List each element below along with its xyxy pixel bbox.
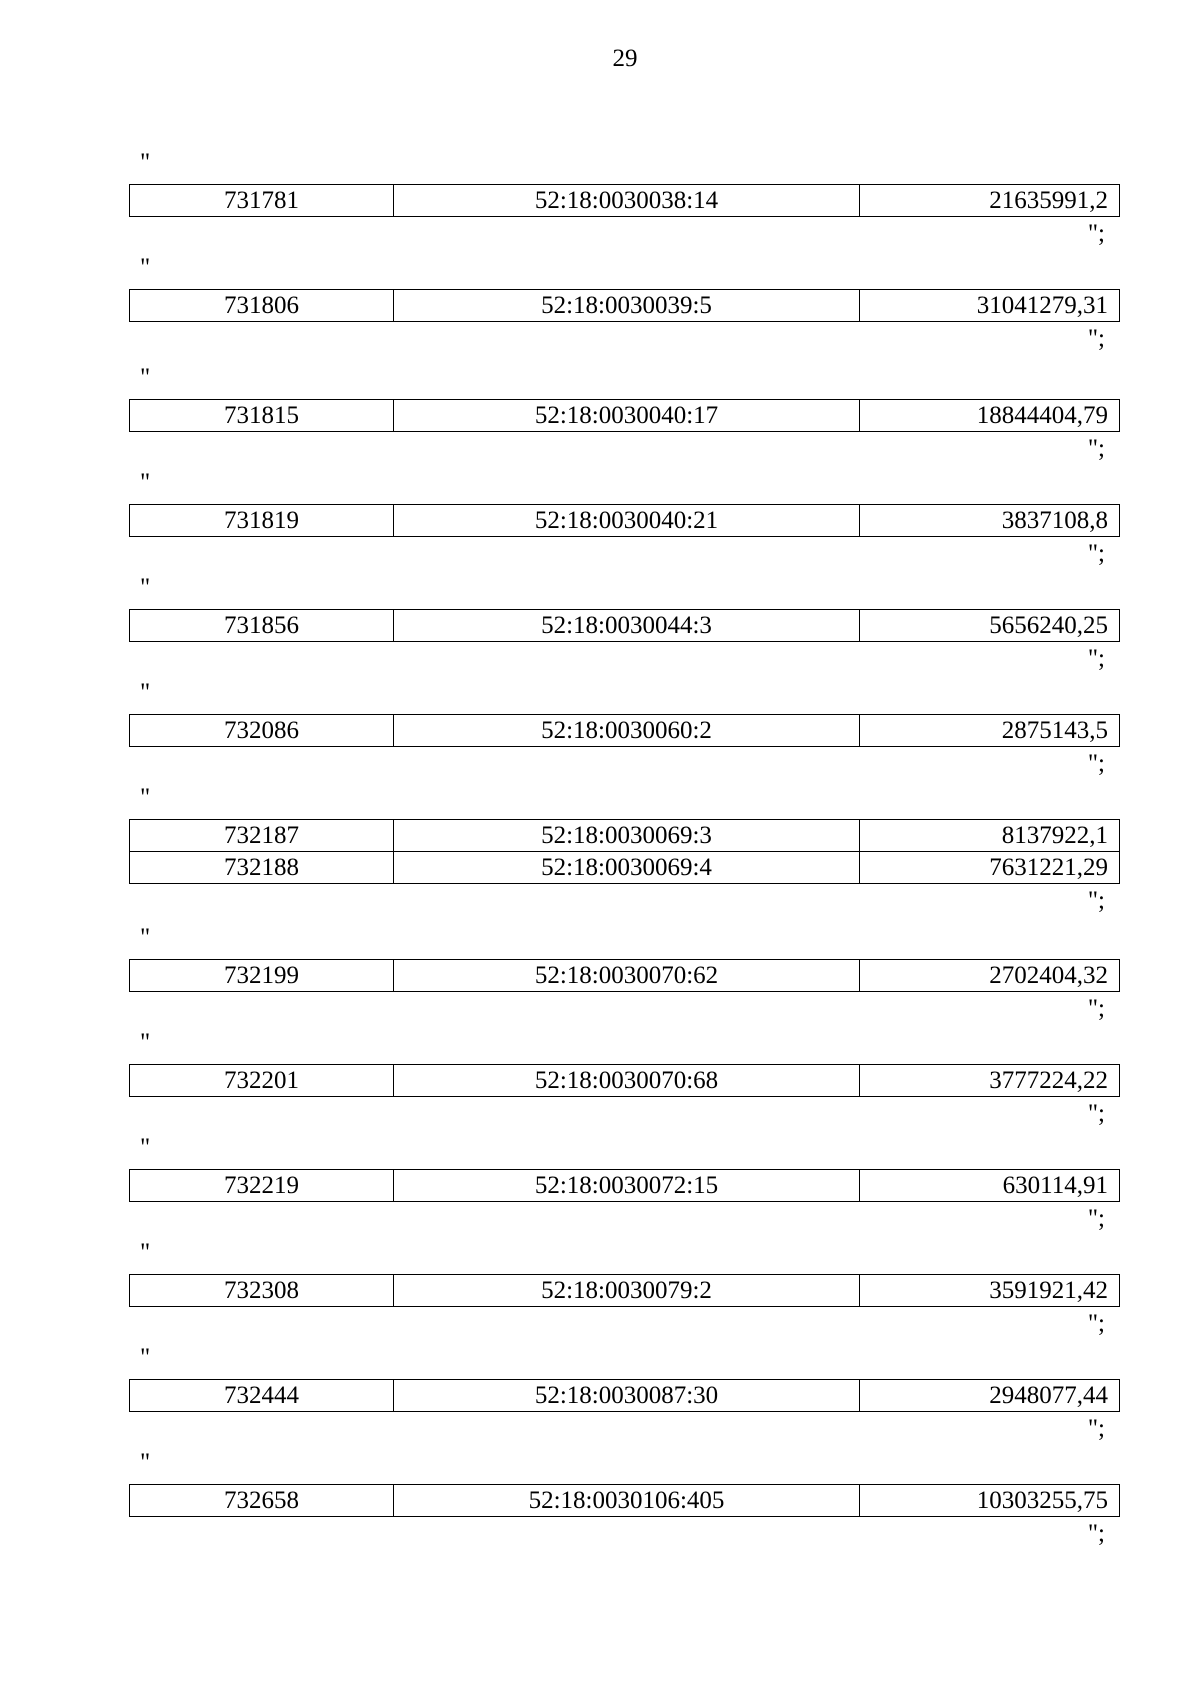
row-number-cell: 731806 <box>130 290 394 322</box>
open-quote-mark: " <box>140 574 151 601</box>
table-row <box>130 505 1120 537</box>
close-quote-mark: "; <box>1087 1100 1105 1127</box>
value-cell: 7631221,29 <box>860 852 1120 884</box>
entry-table <box>129 714 1120 747</box>
close-quote-mark: "; <box>1087 645 1105 672</box>
close-quote-mark: "; <box>1087 1415 1105 1442</box>
open-quote-mark: " <box>140 924 151 951</box>
close-quote-mark: "; <box>1087 995 1105 1022</box>
value-cell: 5656240,25 <box>860 610 1120 642</box>
cadastral-number-cell: 52:18:0030044:3 <box>394 610 860 642</box>
row-number-cell: 732188 <box>130 852 394 884</box>
table-row <box>130 715 1120 747</box>
row-number-cell: 732219 <box>130 1170 394 1202</box>
cadastral-number-cell: 52:18:0030070:62 <box>394 960 860 992</box>
open-quote-mark: " <box>140 1134 151 1161</box>
entry-table <box>129 1379 1120 1412</box>
close-quote-mark: "; <box>1087 220 1105 247</box>
entry-table <box>129 1484 1120 1517</box>
close-quote-mark: "; <box>1087 1520 1105 1547</box>
table-row <box>130 852 1120 884</box>
close-quote-mark: "; <box>1087 325 1105 352</box>
entry-table <box>129 1064 1120 1097</box>
close-quote-mark: "; <box>1087 1310 1105 1337</box>
cadastral-number-cell: 52:18:0030040:17 <box>394 400 860 432</box>
table-row <box>130 290 1120 322</box>
close-quote-mark: "; <box>1087 540 1105 567</box>
open-quote-mark: " <box>140 1029 151 1056</box>
cadastral-number-cell: 52:18:0030079:2 <box>394 1275 860 1307</box>
entry-table <box>129 399 1120 432</box>
table-row <box>130 610 1120 642</box>
close-quote-mark: "; <box>1087 1205 1105 1232</box>
table-row <box>130 1275 1120 1307</box>
table-row <box>130 1065 1120 1097</box>
cadastral-number-cell: 52:18:0030070:68 <box>394 1065 860 1097</box>
entry-table <box>129 819 1120 884</box>
table-row <box>130 185 1120 217</box>
close-quote-mark: "; <box>1087 750 1105 777</box>
entry-table <box>129 1274 1120 1307</box>
cadastral-number-cell: 52:18:0030087:30 <box>394 1380 860 1412</box>
row-number-cell: 732444 <box>130 1380 394 1412</box>
row-number-cell: 731856 <box>130 610 394 642</box>
table-row <box>130 1485 1120 1517</box>
close-quote-mark: "; <box>1087 435 1105 462</box>
value-cell: 10303255,75 <box>860 1485 1120 1517</box>
row-number-cell: 731781 <box>130 185 394 217</box>
value-cell: 630114,91 <box>860 1170 1120 1202</box>
open-quote-mark: " <box>140 1344 151 1371</box>
table-row <box>130 960 1120 992</box>
cadastral-number-cell: 52:18:0030040:21 <box>394 505 860 537</box>
entry-table <box>129 184 1120 217</box>
row-number-cell: 732086 <box>130 715 394 747</box>
open-quote-mark: " <box>140 469 151 496</box>
open-quote-mark: " <box>140 1449 151 1476</box>
open-quote-mark: " <box>140 1239 151 1266</box>
value-cell: 3777224,22 <box>860 1065 1120 1097</box>
row-number-cell: 732658 <box>130 1485 394 1517</box>
value-cell: 21635991,2 <box>860 185 1120 217</box>
entry-table <box>129 1169 1120 1202</box>
value-cell: 3591921,42 <box>860 1275 1120 1307</box>
cadastral-number-cell: 52:18:0030039:5 <box>394 290 860 322</box>
table-row <box>130 400 1120 432</box>
entry-table <box>129 504 1120 537</box>
row-number-cell: 732308 <box>130 1275 394 1307</box>
cadastral-number-cell: 52:18:0030072:15 <box>394 1170 860 1202</box>
value-cell: 3837108,8 <box>860 505 1120 537</box>
open-quote-mark: " <box>140 364 151 391</box>
row-number-cell: 731815 <box>130 400 394 432</box>
entry-table <box>129 609 1120 642</box>
close-quote-mark: "; <box>1087 887 1105 914</box>
table-row <box>130 1380 1120 1412</box>
page-number: 29 <box>612 45 638 72</box>
cadastral-number-cell: 52:18:0030060:2 <box>394 715 860 747</box>
open-quote-mark: " <box>140 679 151 706</box>
cadastral-number-cell: 52:18:0030069:4 <box>394 852 860 884</box>
value-cell: 8137922,1 <box>860 820 1120 852</box>
value-cell: 2875143,5 <box>860 715 1120 747</box>
row-number-cell: 732201 <box>130 1065 394 1097</box>
value-cell: 2948077,44 <box>860 1380 1120 1412</box>
cadastral-number-cell: 52:18:0030038:14 <box>394 185 860 217</box>
entry-table <box>129 289 1120 322</box>
row-number-cell: 732199 <box>130 960 394 992</box>
entry-table <box>129 959 1120 992</box>
cadastral-number-cell: 52:18:0030106:405 <box>394 1485 860 1517</box>
table-row <box>130 820 1120 852</box>
cadastral-number-cell: 52:18:0030069:3 <box>394 820 860 852</box>
value-cell: 31041279,31 <box>860 290 1120 322</box>
table-row <box>130 1170 1120 1202</box>
value-cell: 2702404,32 <box>860 960 1120 992</box>
open-quote-mark: " <box>140 149 151 176</box>
open-quote-mark: " <box>140 254 151 281</box>
row-number-cell: 732187 <box>130 820 394 852</box>
open-quote-mark: " <box>140 784 151 811</box>
value-cell: 18844404,79 <box>860 400 1120 432</box>
row-number-cell: 731819 <box>130 505 394 537</box>
